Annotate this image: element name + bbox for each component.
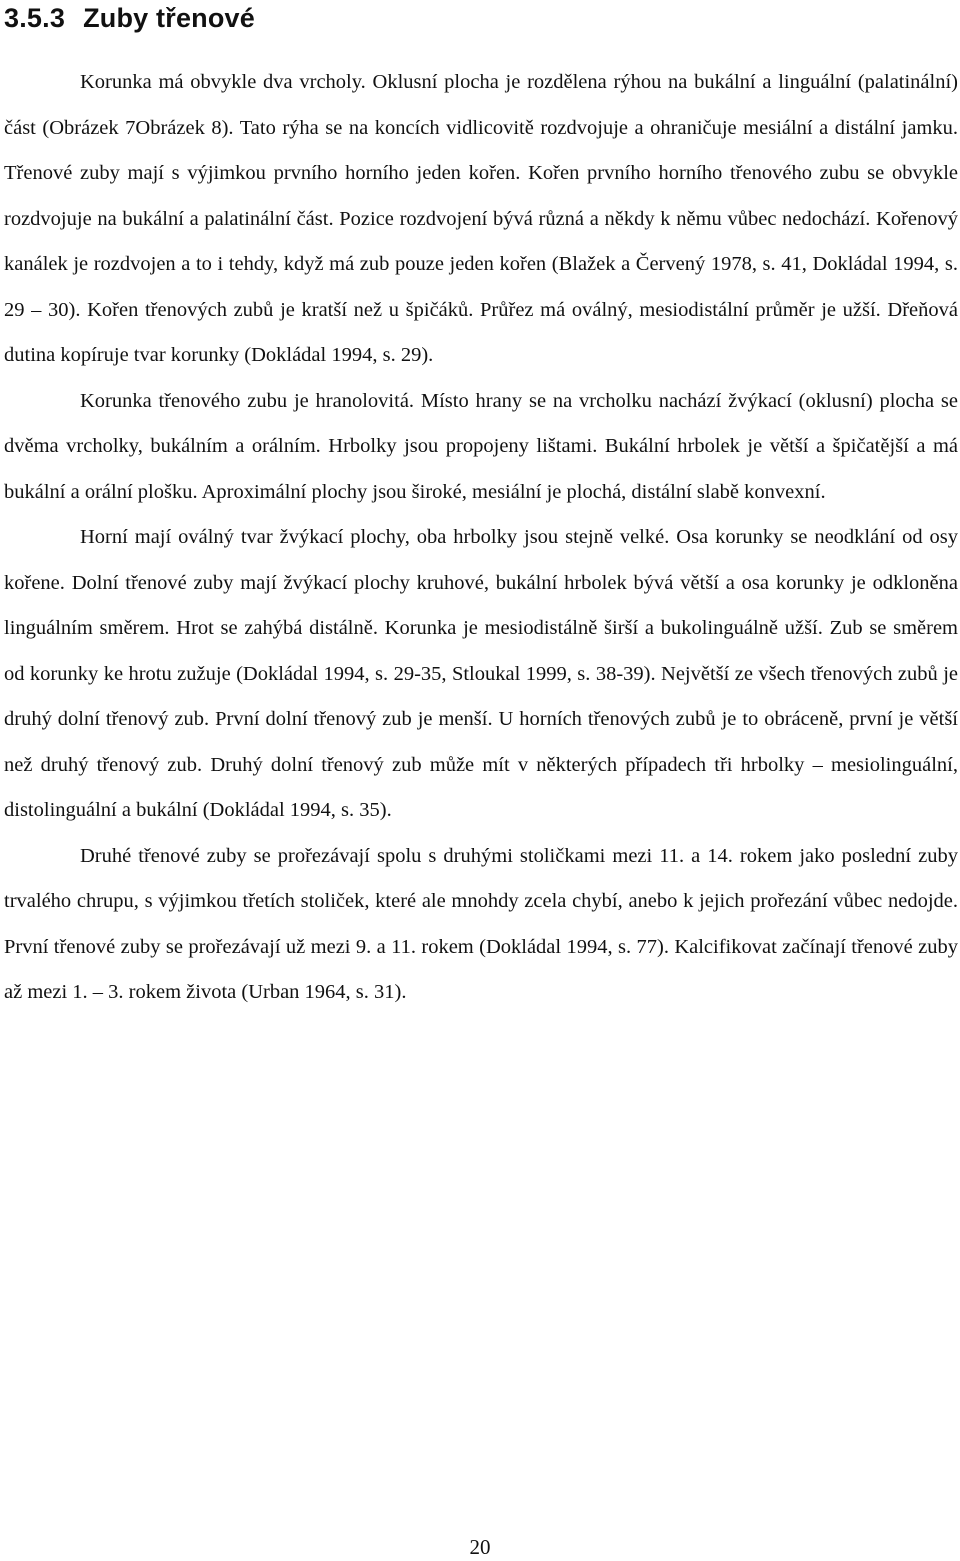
section-title: Zuby třenové xyxy=(83,3,255,33)
section-number: 3.5.3 xyxy=(4,3,66,33)
body-text xyxy=(4,60,958,1016)
paragraph: Druhé třenové zuby se prořezávají spolu s druhými stoličkami mezi 11. a 14. rokem jako poslední zuby trvalého chrupu, s výjimkou třetích stoliček, které ale mnohdy zcela chybí, anebo k jejich prořezání vůbec nedojde. První třenové zuby se prořezávají už mezi 9. a 11. rokem (Dokládal 1994, s. 77). Kalcifikovat začínají třenové zuby až mezi 1. – 3. rokem života (Urban 1964, s. 31). xyxy=(4,844,958,1003)
paragraph: Korunka třenového zubu je hranolovitá. Místo hrany se na vrcholku nachází žvýkací (oklusní) plocha se dvěma vrcholky, bukálním a orálním. Hrbolky jsou propojeny lištami. Bukální hrbolek je větší a špičatější a má bukální a orální plošku. Aproximální plochy jsou široké, mesiální je plochá, distální slabě konvexní. xyxy=(4,389,958,503)
paragraph: Horní mají oválný tvar žvýkací plochy, oba hrbolky jsou stejně velké. Osa korunky se neodklání od osy kořene. Dolní třenové zuby mají žvýkací plochy kruhové, bukální hrbolek bývá větší a osa korunky je odkloněna linguálním směrem. Hrot se zahýbá distálně. Korunka je mesiodistálně širší a bukolinguálně užší. Zub se směrem od korunky ke hrotu zužuje (Dokládal 1994, s. 29-35, Stloukal 1999, s. 38-39). Největší ze všech třenových zubů je druhý dolní třenový zub. První dolní třenový zub je menší. U horních třenových zubů je to obráceně, první je větší než druhý třenový zub. Druhý dolní třenový zub může mít v některých případech tři hrbolky – mesiolinguální, distolinguální a bukální (Dokládal 1994, s. 35). xyxy=(4,526,958,821)
paragraph: Korunka má obvykle dva vrcholy. Oklusní plocha je rozdělena rýhou na bukální a linguální (palatinální) část (Obrázek 7Obrázek 8). Tato rýha se na koncích vidlicovitě rozdvojuje a ohraničuje mesiální a distální jamku. Třenové zuby mají s výjimkou prvního horního jeden kořen. Kořen prvního horního třenového zubu se obvykle rozdvojuje na bukální a palatinální část. Pozice rozdvojení bývá různá a někdy k němu vůbec nedochází. Kořenový kanálek je rozdvojen a to i tehdy, když má zub pouze jeden kořen (Blažek a Červený 1978, s. 41, Dokládal 1994, s. 29 – 30). Kořen třenových zubů je kratší než u špičáků. Průřez má oválný, mesiodistální průměr je užší. Dřeňová dutina kopíruje tvar korunky (Dokládal 1994, s. 29). xyxy=(4,71,958,366)
page-number: 20 xyxy=(469,1535,491,1559)
section-heading xyxy=(4,2,255,34)
